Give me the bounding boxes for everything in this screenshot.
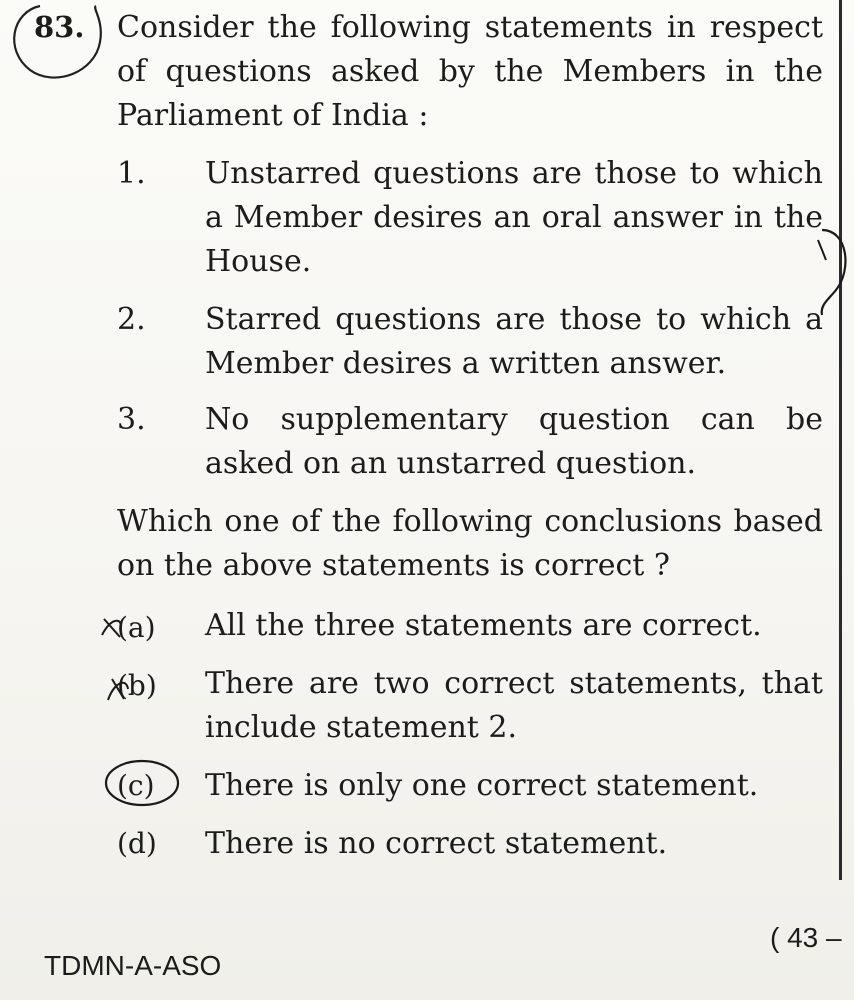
statement-line: a Member desires an oral answer in the — [205, 200, 823, 235]
statement-line: No supplementary question can be — [205, 402, 823, 437]
stem-line: Parliament of India : — [117, 98, 429, 133]
statement-2 — [205, 298, 823, 386]
paper-code: TDMN-A-ASO — [44, 950, 222, 981]
option-line: All the three statements are correct. — [205, 608, 762, 643]
option-c[interactable] — [205, 764, 823, 808]
conclusion-line: Which one of the following conclusions based — [117, 504, 823, 539]
statement-number: 2. — [117, 302, 146, 337]
option-a[interactable] — [205, 604, 823, 648]
option-line: There are two correct statements, that — [205, 666, 823, 701]
option-b[interactable] — [205, 662, 823, 750]
statement-line: Member desires a written answer. — [205, 346, 727, 381]
option-line: include statement 2. — [205, 710, 518, 745]
option-c-label[interactable]: (c) — [117, 769, 155, 802]
page-number: ( 43 – — [770, 922, 842, 953]
statement-number: 3. — [117, 402, 146, 437]
option-b-label[interactable]: (b) — [117, 669, 157, 702]
question-stem — [117, 6, 823, 138]
page-margin-rule — [839, 0, 842, 880]
statement-1 — [205, 152, 823, 284]
option-a-label[interactable]: (a) — [117, 611, 156, 644]
stem-line: Consider the following statements in respect — [117, 10, 823, 45]
statement-line: asked on an unstarred question. — [205, 446, 697, 481]
option-d[interactable] — [205, 822, 823, 866]
conclusion-prompt — [117, 500, 823, 588]
option-line: There is only one correct statement. — [205, 768, 759, 803]
option-line: There is no correct statement. — [205, 826, 668, 861]
statement-line: Starred questions are those to which a — [205, 302, 823, 337]
stem-line: of questions asked by the Members in the — [117, 54, 823, 89]
statement-number: 1. — [117, 156, 146, 191]
statement-3 — [205, 398, 823, 486]
question-number: 83. — [34, 10, 85, 44]
statement-line: House. — [205, 244, 312, 279]
option-d-label[interactable]: (d) — [117, 827, 157, 860]
conclusion-line: on the above statements is correct ? — [117, 548, 670, 583]
statement-line: Unstarred questions are those to which — [205, 156, 823, 191]
